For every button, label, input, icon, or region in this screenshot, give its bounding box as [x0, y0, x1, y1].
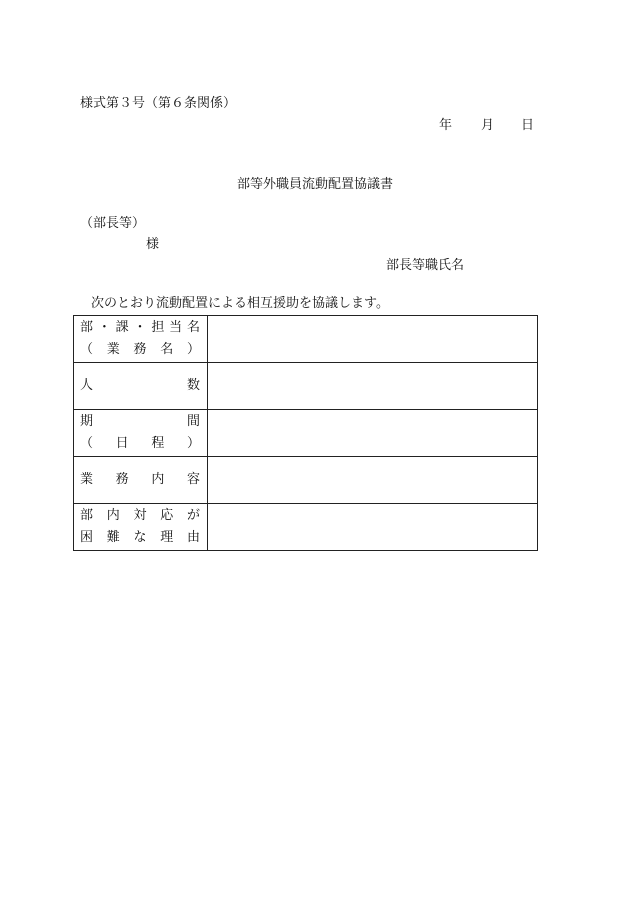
label-char: 理 [160, 530, 174, 545]
row-label-line [74, 469, 207, 491]
date-year-label: 年 [439, 118, 453, 133]
row-label-cell [74, 363, 208, 410]
label-char: 困 [80, 530, 94, 545]
sender-name-label: 部長等職氏名 [386, 258, 465, 273]
form-number: 様式第３号（第６条関係） [80, 96, 237, 111]
label-char: 部 [80, 320, 94, 335]
row-value-cell[interactable] [208, 504, 538, 551]
row-label-cell [74, 504, 208, 551]
label-char: 程 [151, 436, 165, 451]
label-char: 当 [169, 320, 183, 335]
addressee-honorific: 様 [146, 237, 160, 252]
label-char: 務 [133, 342, 147, 357]
label-char: 数 [186, 378, 200, 393]
label-char: 内 [151, 472, 165, 487]
row-label-line [74, 317, 207, 339]
label-char: 名 [160, 342, 174, 357]
label-char: 期 [80, 414, 94, 429]
table-row [74, 504, 538, 551]
label-char: な [133, 530, 147, 545]
row-label-cell [74, 457, 208, 504]
label-char: 人 [80, 378, 94, 393]
label-char: 務 [115, 472, 129, 487]
label-char: 応 [160, 508, 174, 523]
label-char: が [186, 508, 200, 523]
form-table [73, 315, 538, 551]
row-label-line [74, 411, 207, 433]
table-row [74, 363, 538, 410]
date-line [439, 119, 534, 132]
label-char: ・ [97, 320, 111, 335]
row-value-cell[interactable] [208, 410, 538, 457]
table-row [74, 457, 538, 504]
label-char: 内 [106, 508, 120, 523]
label-char: （ [80, 342, 94, 357]
table-row [74, 316, 538, 363]
date-day-label: 日 [521, 118, 535, 133]
row-label-line [74, 505, 207, 527]
row-label-cell [74, 316, 208, 363]
label-char: 担 [151, 320, 165, 335]
row-label-line [74, 339, 207, 361]
label-char: 業 [106, 342, 120, 357]
label-char: ） [186, 342, 200, 357]
label-char: 間 [186, 414, 200, 429]
document-title: 部等外職員流動配置協議書 [236, 177, 393, 192]
date-month-label: 月 [481, 118, 495, 133]
intro-text: 次のとおり流動配置による相互援助を協議します。 [91, 296, 389, 311]
row-label-line [74, 433, 207, 455]
label-char: 課 [115, 320, 129, 335]
row-value-cell[interactable] [208, 363, 538, 410]
row-value-cell[interactable] [208, 457, 538, 504]
label-char: 難 [106, 530, 120, 545]
addressee-department: （部長等） [80, 216, 146, 231]
label-char: 部 [80, 508, 94, 523]
label-char: 業 [80, 472, 94, 487]
label-char: 名 [186, 320, 200, 335]
label-char: 対 [133, 508, 147, 523]
label-char: （ [80, 436, 94, 451]
table-row [74, 410, 538, 457]
row-label-cell [74, 410, 208, 457]
label-char: 日 [115, 436, 129, 451]
row-label-line [74, 527, 207, 549]
row-label-line [74, 375, 207, 397]
label-char: 由 [186, 530, 200, 545]
label-char: 容 [186, 472, 200, 487]
row-value-cell[interactable] [208, 316, 538, 363]
label-char: ） [186, 436, 200, 451]
label-char: ・ [133, 320, 147, 335]
